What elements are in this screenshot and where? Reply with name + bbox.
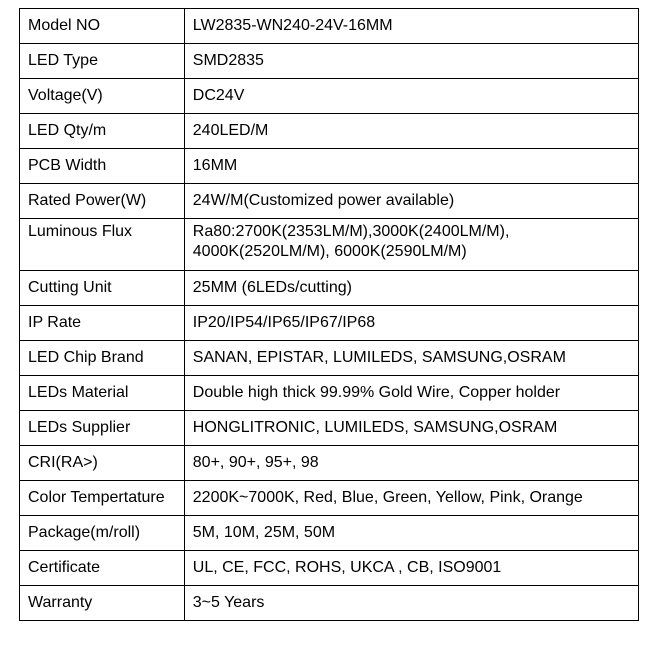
row-value-leds-supplier — [184, 411, 638, 446]
value-line: UL, CE, FCC, ROHS, UKCA , CB, ISO9001 — [192, 559, 502, 576]
spec-table — [19, 8, 639, 621]
row-label-color-temperature: Color Tempertature — [20, 481, 185, 516]
spec-table-body — [20, 9, 639, 621]
table-row — [20, 411, 639, 446]
value-line: 2200K~7000K, Red, Blue, Green, Yellow, Pink, Orange — [192, 489, 583, 506]
row-value-warranty — [184, 586, 638, 621]
table-row — [20, 306, 639, 341]
value-line: SANAN, EPISTAR, LUMILEDS, SAMSUNG,OSRAM — [192, 349, 566, 366]
value-line: 4000K(2520LM/M), 6000K(2590LM/M) — [192, 243, 467, 260]
row-label-rated-power: Rated Power(W) — [20, 184, 185, 219]
row-label-pcb-width: PCB Width — [20, 149, 185, 184]
value-line: LW2835-WN240-24V-16MM — [192, 17, 393, 34]
row-value-pcb-width — [184, 149, 638, 184]
row-value-luminous-flux — [184, 219, 638, 271]
value-line: Double high thick 99.99% Gold Wire, Copper holder — [192, 384, 561, 401]
row-value-ip-rate — [184, 306, 638, 341]
table-row — [20, 516, 639, 551]
row-label-certificate: Certificate — [20, 551, 185, 586]
row-label-led-type: LED Type — [20, 44, 185, 79]
value-line: 3~5 Years — [192, 594, 265, 611]
table-row — [20, 114, 639, 149]
value-line: IP20/IP54/IP65/IP67/IP68 — [192, 314, 376, 331]
row-value-leds-material — [184, 376, 638, 411]
table-row — [20, 9, 639, 44]
row-label-warranty: Warranty — [20, 586, 185, 621]
row-label-leds-material: LEDs Material — [20, 376, 185, 411]
row-label-voltage: Voltage(V) — [20, 79, 185, 114]
row-value-led-chip-brand — [184, 341, 638, 376]
table-row — [20, 376, 639, 411]
table-row — [20, 446, 639, 481]
value-line: 16MM — [192, 157, 238, 174]
value-line: DC24V — [192, 87, 245, 104]
value-line: 240LED/M — [192, 122, 269, 139]
row-label-cutting-unit: Cutting Unit — [20, 271, 185, 306]
row-value-led-qty — [184, 114, 638, 149]
value-line: HONGLITRONIC, LUMILEDS, SAMSUNG,OSRAM — [192, 419, 558, 436]
table-row — [20, 271, 639, 306]
row-label-led-chip-brand: LED Chip Brand — [20, 341, 185, 376]
row-value-led-type — [184, 44, 638, 79]
table-row — [20, 44, 639, 79]
value-line: Ra80:2700K(2353LM/M),3000K(2400LM/M), — [192, 223, 510, 240]
row-value-color-temperature — [184, 481, 638, 516]
row-value-model-no — [184, 9, 638, 44]
table-row — [20, 586, 639, 621]
row-label-model-no: Model NO — [20, 9, 185, 44]
table-row — [20, 79, 639, 114]
row-label-led-qty: LED Qty/m — [20, 114, 185, 149]
row-label-luminous-flux: Luminous Flux — [20, 219, 185, 271]
row-label-package: Package(m/roll) — [20, 516, 185, 551]
table-row — [20, 219, 639, 271]
table-row — [20, 551, 639, 586]
value-line: 5M, 10M, 25M, 50M — [192, 524, 336, 541]
value-line: 25MM (6LEDs/cutting) — [192, 279, 352, 296]
value-line: 24W/M(Customized power available) — [192, 192, 455, 209]
value-line: SMD2835 — [192, 52, 264, 69]
table-row — [20, 184, 639, 219]
row-value-rated-power — [184, 184, 638, 219]
row-label-ip-rate: IP Rate — [20, 306, 185, 341]
row-label-leds-supplier: LEDs Supplier — [20, 411, 185, 446]
row-value-certificate — [184, 551, 638, 586]
row-value-voltage — [184, 79, 638, 114]
table-row — [20, 149, 639, 184]
row-value-package — [184, 516, 638, 551]
table-row — [20, 341, 639, 376]
row-label-cri: CRI(RA>) — [20, 446, 185, 481]
row-value-cutting-unit — [184, 271, 638, 306]
row-value-cri — [184, 446, 638, 481]
table-row — [20, 481, 639, 516]
value-line: 80+, 90+, 95+, 98 — [192, 454, 319, 471]
